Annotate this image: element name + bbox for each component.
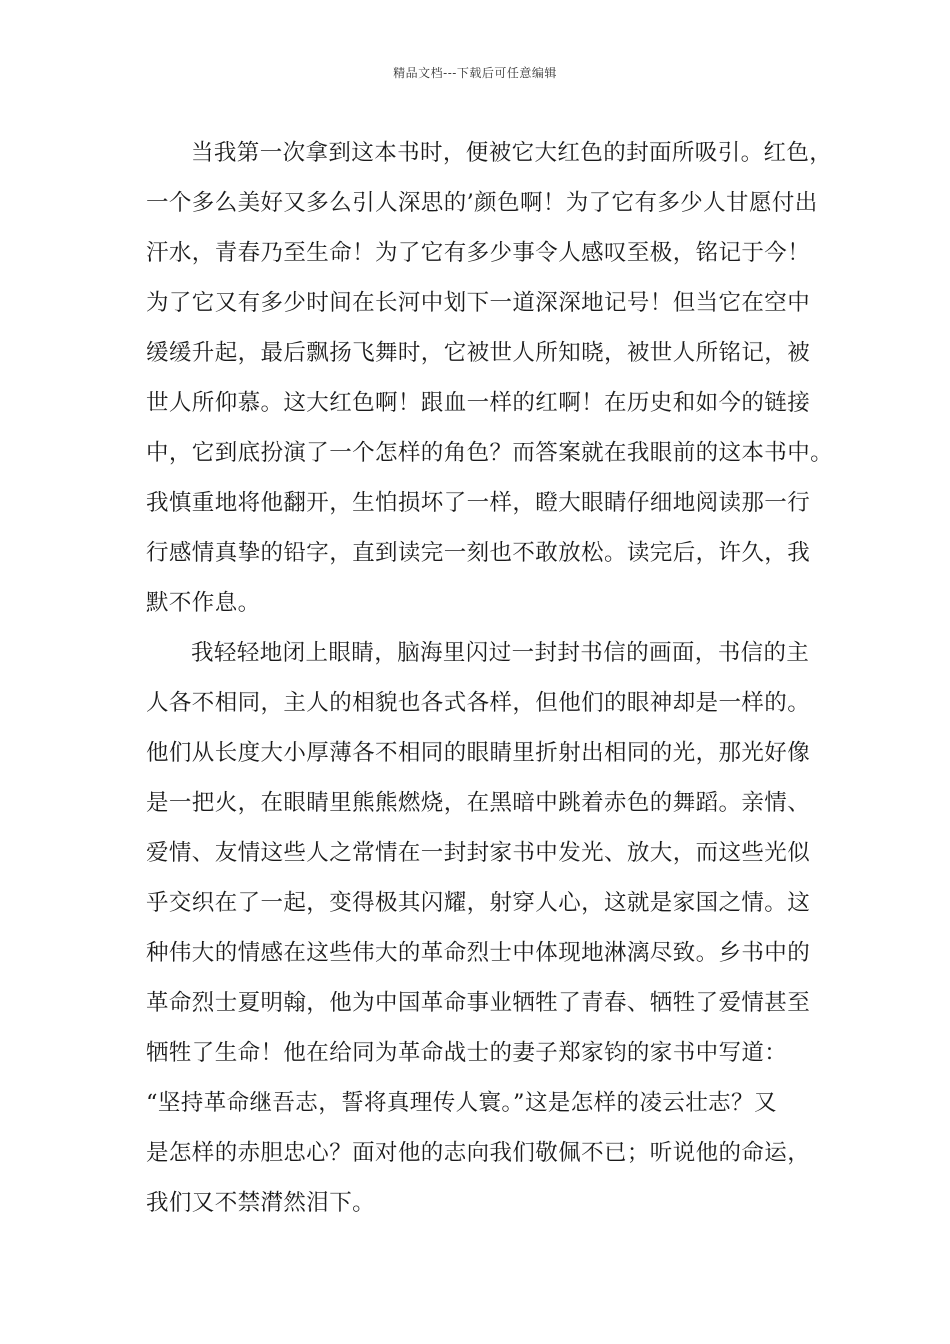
text-line: 种伟大的情感在这些伟大的革命烈士中体现地淋漓尽致。乡书中的 [146,940,811,966]
text-line: 我慎重地将他翻开，生怕损坏了一样，瞪大眼睛仔细地阅读那一行 [146,490,811,516]
text-line: 是怎样的赤胆忠心？面对他的志向我们敬佩不已；听说他的命运， [146,1140,811,1166]
text-line: 缓缓升起，最后飘扬飞舞时，它被世人所知晓，被世人所铭记，被 [146,340,811,366]
text-line: 他们从长度大小厚薄各不相同的眼睛里折射出相同的光，那光好像 [146,740,811,766]
text-line: 爱情、友情这些人之常情在一封封家书中发光、放大，而这些光似 [146,840,811,866]
text-line: 中，它到底扮演了一个怎样的角色？而答案就在我眼前的这本书中。 [146,440,834,466]
text-line: 革命烈士夏明翰，他为中国革命事业牺牲了青春、牺牲了爱情甚至 [146,990,811,1016]
text-line: 我们又不禁潸然泪下。 [146,1190,376,1216]
text-line: 为了它又有多少时间在长河中划下一道深深地记号！但当它在空中 [146,290,811,316]
text-line: 乎交织在了一起，变得极其闪耀，射穿人心，这就是家国之情。这 [146,890,811,916]
text-line: 默不作息。 [146,590,261,616]
paragraph-2 [146,628,826,1228]
paragraph-1 [146,128,834,628]
text-line: 世人所仰慕。这大红色啊！跟血一样的红啊！在历史和如今的链接 [146,390,811,416]
text-line: “坚持革命继吾志，誓将真理传人寰。”这是怎样的凌云壮志？又 [146,1090,777,1116]
text-line: 牺牲了生命！他在给同为革命战士的妻子郑家钧的家书中写道： [146,1040,788,1066]
text-line: 汗水，青春乃至生命！为了它有多少事令人感叹至极，铭记于今！ [146,240,811,266]
text-line: 一个多么美好又多么引人深思的’颜色啊！为了它有多少人甘愿付出 [146,190,818,216]
text-line: 当我第一次拿到这本书时，便被它大红色的封面所吸引。红色， [191,140,833,166]
text-line: 人各不相同，主人的相貌也各式各样，但他们的眼神却是一样的。 [146,690,811,716]
text-line: 是一把火，在眼睛里熊熊燃烧，在黑暗中跳着赤色的舞蹈。亲情、 [146,790,811,816]
page-header: 精品文档---下载后可任意编辑 [393,66,557,80]
document-body [146,128,834,1228]
text-line: 行感情真挚的铅字，直到读完一刻也不敢放松。读完后，许久，我 [146,540,811,566]
text-line: 我轻轻地闭上眼睛，脑海里闪过一封封书信的画面，书信的主 [191,640,810,666]
